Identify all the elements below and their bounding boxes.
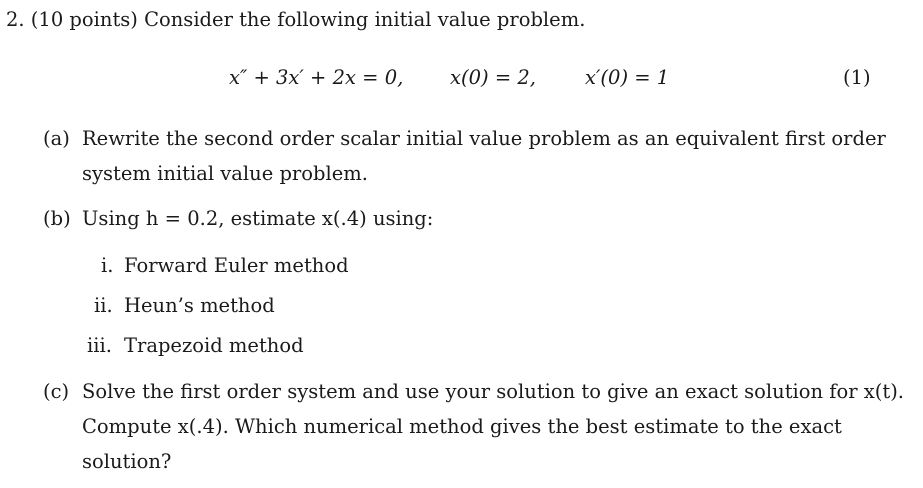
part-b-text: Using h = 0.2, estimate x(.4) using: <box>82 207 434 230</box>
part-a-label: (a) <box>43 127 70 150</box>
part-b-label: (b) <box>43 207 71 230</box>
equation-number: (1) <box>843 66 871 89</box>
part-b-item-label: i. <box>101 254 114 277</box>
part-a-line-2: system initial value problem. <box>82 162 368 185</box>
part-c-label: (c) <box>43 380 70 403</box>
part-b-item-text: Forward Euler method <box>124 254 349 277</box>
part-c-line-3: solution? <box>82 450 172 473</box>
part-a-line-1: Rewrite the second order scalar initial value problem as an equivalent first order <box>82 127 886 150</box>
part-b-item-label: iii. <box>87 334 112 357</box>
ode-equation: x″ + 3x′ + 2x = 0, <box>229 66 404 89</box>
part-b-item-label: ii. <box>94 294 113 317</box>
problem-heading: 2. (10 points) Consider the following initial value problem. <box>6 8 586 31</box>
part-c-line-1: Solve the first order system and use your solution to give an exact solution for x(t). <box>82 380 904 403</box>
part-b-item-text: Trapezoid method <box>124 334 304 357</box>
part-c-line-2: Compute x(.4). Which numerical method gives the best estimate to the exact <box>82 415 842 438</box>
part-b-item-text: Heun’s method <box>124 294 275 317</box>
initial-condition-2: x′(0) = 1 <box>585 66 670 89</box>
initial-condition-1: x(0) = 2, <box>450 66 536 89</box>
